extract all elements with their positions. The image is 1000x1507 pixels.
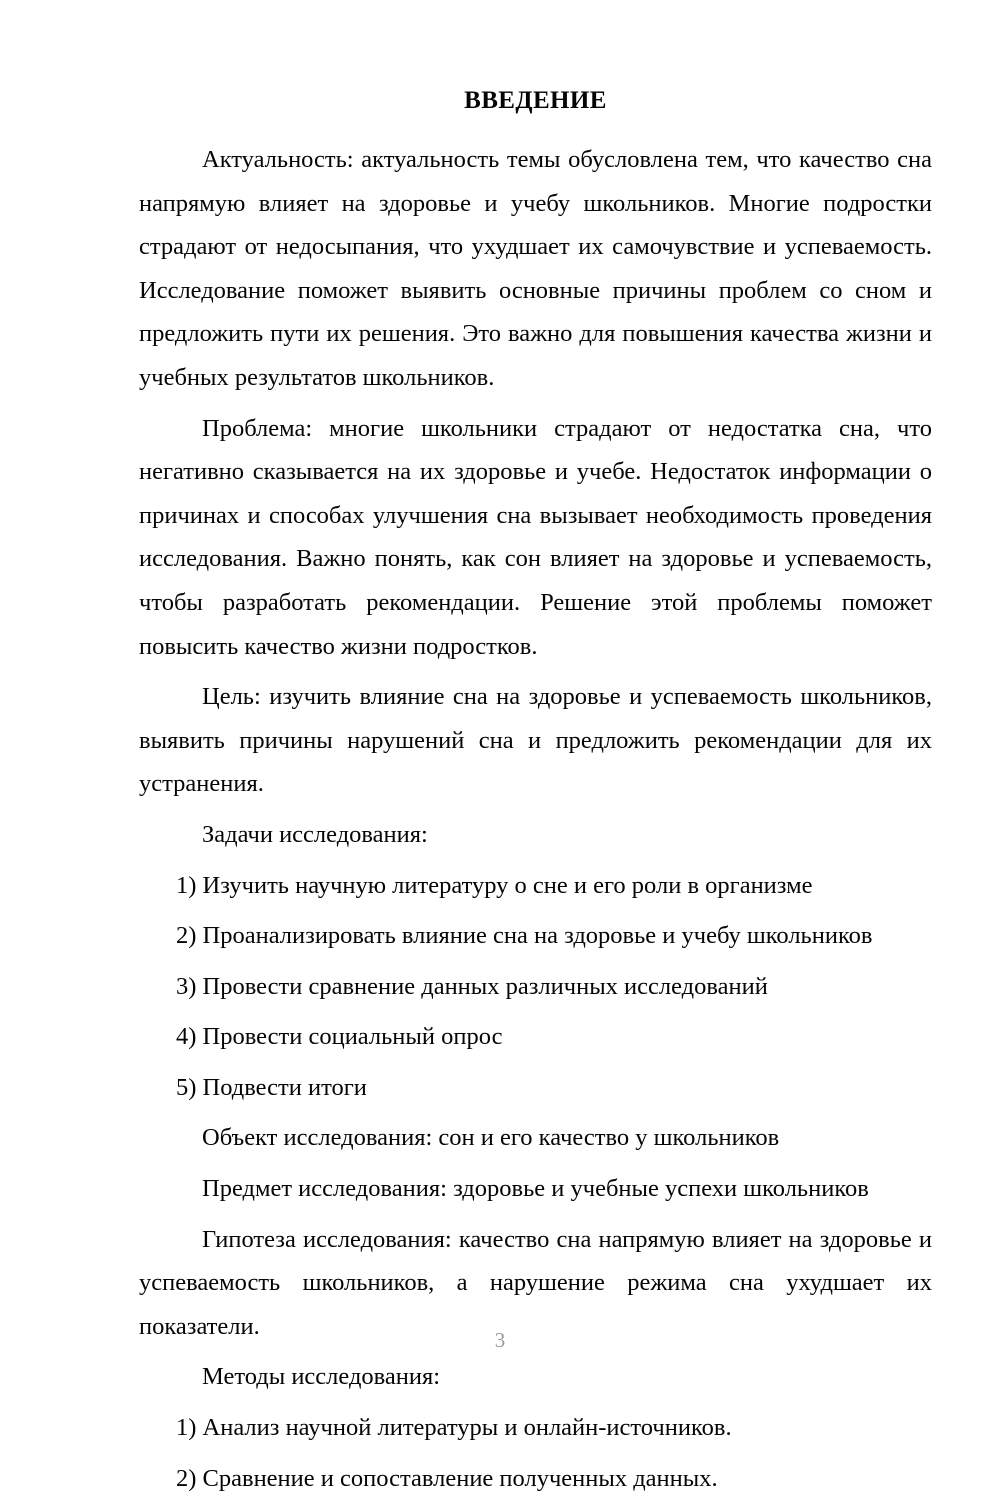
paragraph-goal: Цель: изучить влияние сна на здоровье и успеваемость школьников, выявить причины нарушений сна и предложить рекомендации для их устранения. <box>139 683 932 798</box>
paragraph-hypothesis: Гипотеза исследования: качество сна напрямую влияет на здоровье и успеваемость школьников, а нарушение режима сна ухудшает их показатели. <box>139 1225 932 1340</box>
paragraph-problem: Проблема: многие школьники страдают от недостатка сна, что негативно сказывается на их здоровье и учебе. Недостаток информации о причинах и способах улучшения сна вызывает необходимость проведения исследования. Важно понять, как сон влияет на здоровье и успеваемость, чтобы разработать рекомендации. Решение этой проблемы поможет повысить качество жизни подростков. <box>139 414 932 660</box>
page-number: 3 <box>494 1328 506 1352</box>
tasks-list <box>139 864 932 1110</box>
methods-list <box>139 1406 932 1500</box>
document-body <box>139 86 932 1507</box>
page-title: ВВЕДЕНИЕ <box>464 87 607 114</box>
paragraph-relevance: Актуальность: актуальность темы обусловлена тем, что качество сна напрямую влияет на здоровье и учебу школьников. Многие подростки страдают от недосыпания, что ухудшает их самочувствие и успеваемость. Исследование поможет выявить основные причины проблем со сном и предложить пути их решения. Это важно для повышения качества жизни и учебных результатов школьников. <box>139 146 932 391</box>
list-item: 3) Провести сравнение данных различных исследований <box>176 972 768 1000</box>
list-item: 5) Подвести итоги <box>176 1073 367 1101</box>
list-item: 2) Проанализировать влияние сна на здоровье и учебу школьников <box>176 922 873 950</box>
list-item: 4) Провести социальный опрос <box>176 1023 503 1051</box>
tasks-heading: Задачи исследования: <box>202 820 428 848</box>
methods-heading: Методы исследования: <box>202 1363 441 1391</box>
list-item: 1) Анализ научной литературы и онлайн-источников. <box>176 1414 732 1442</box>
paragraph-subject: Предмет исследования: здоровье и учебные успехи школьников <box>202 1175 869 1203</box>
list-item: 1) Изучить научную литературу о сне и его роли в организме <box>176 871 813 899</box>
list-item: 2) Сравнение и сопоставление полученных данных. <box>176 1464 718 1492</box>
paragraph-object: Объект исследования: сон и его качество у школьников <box>202 1124 780 1152</box>
